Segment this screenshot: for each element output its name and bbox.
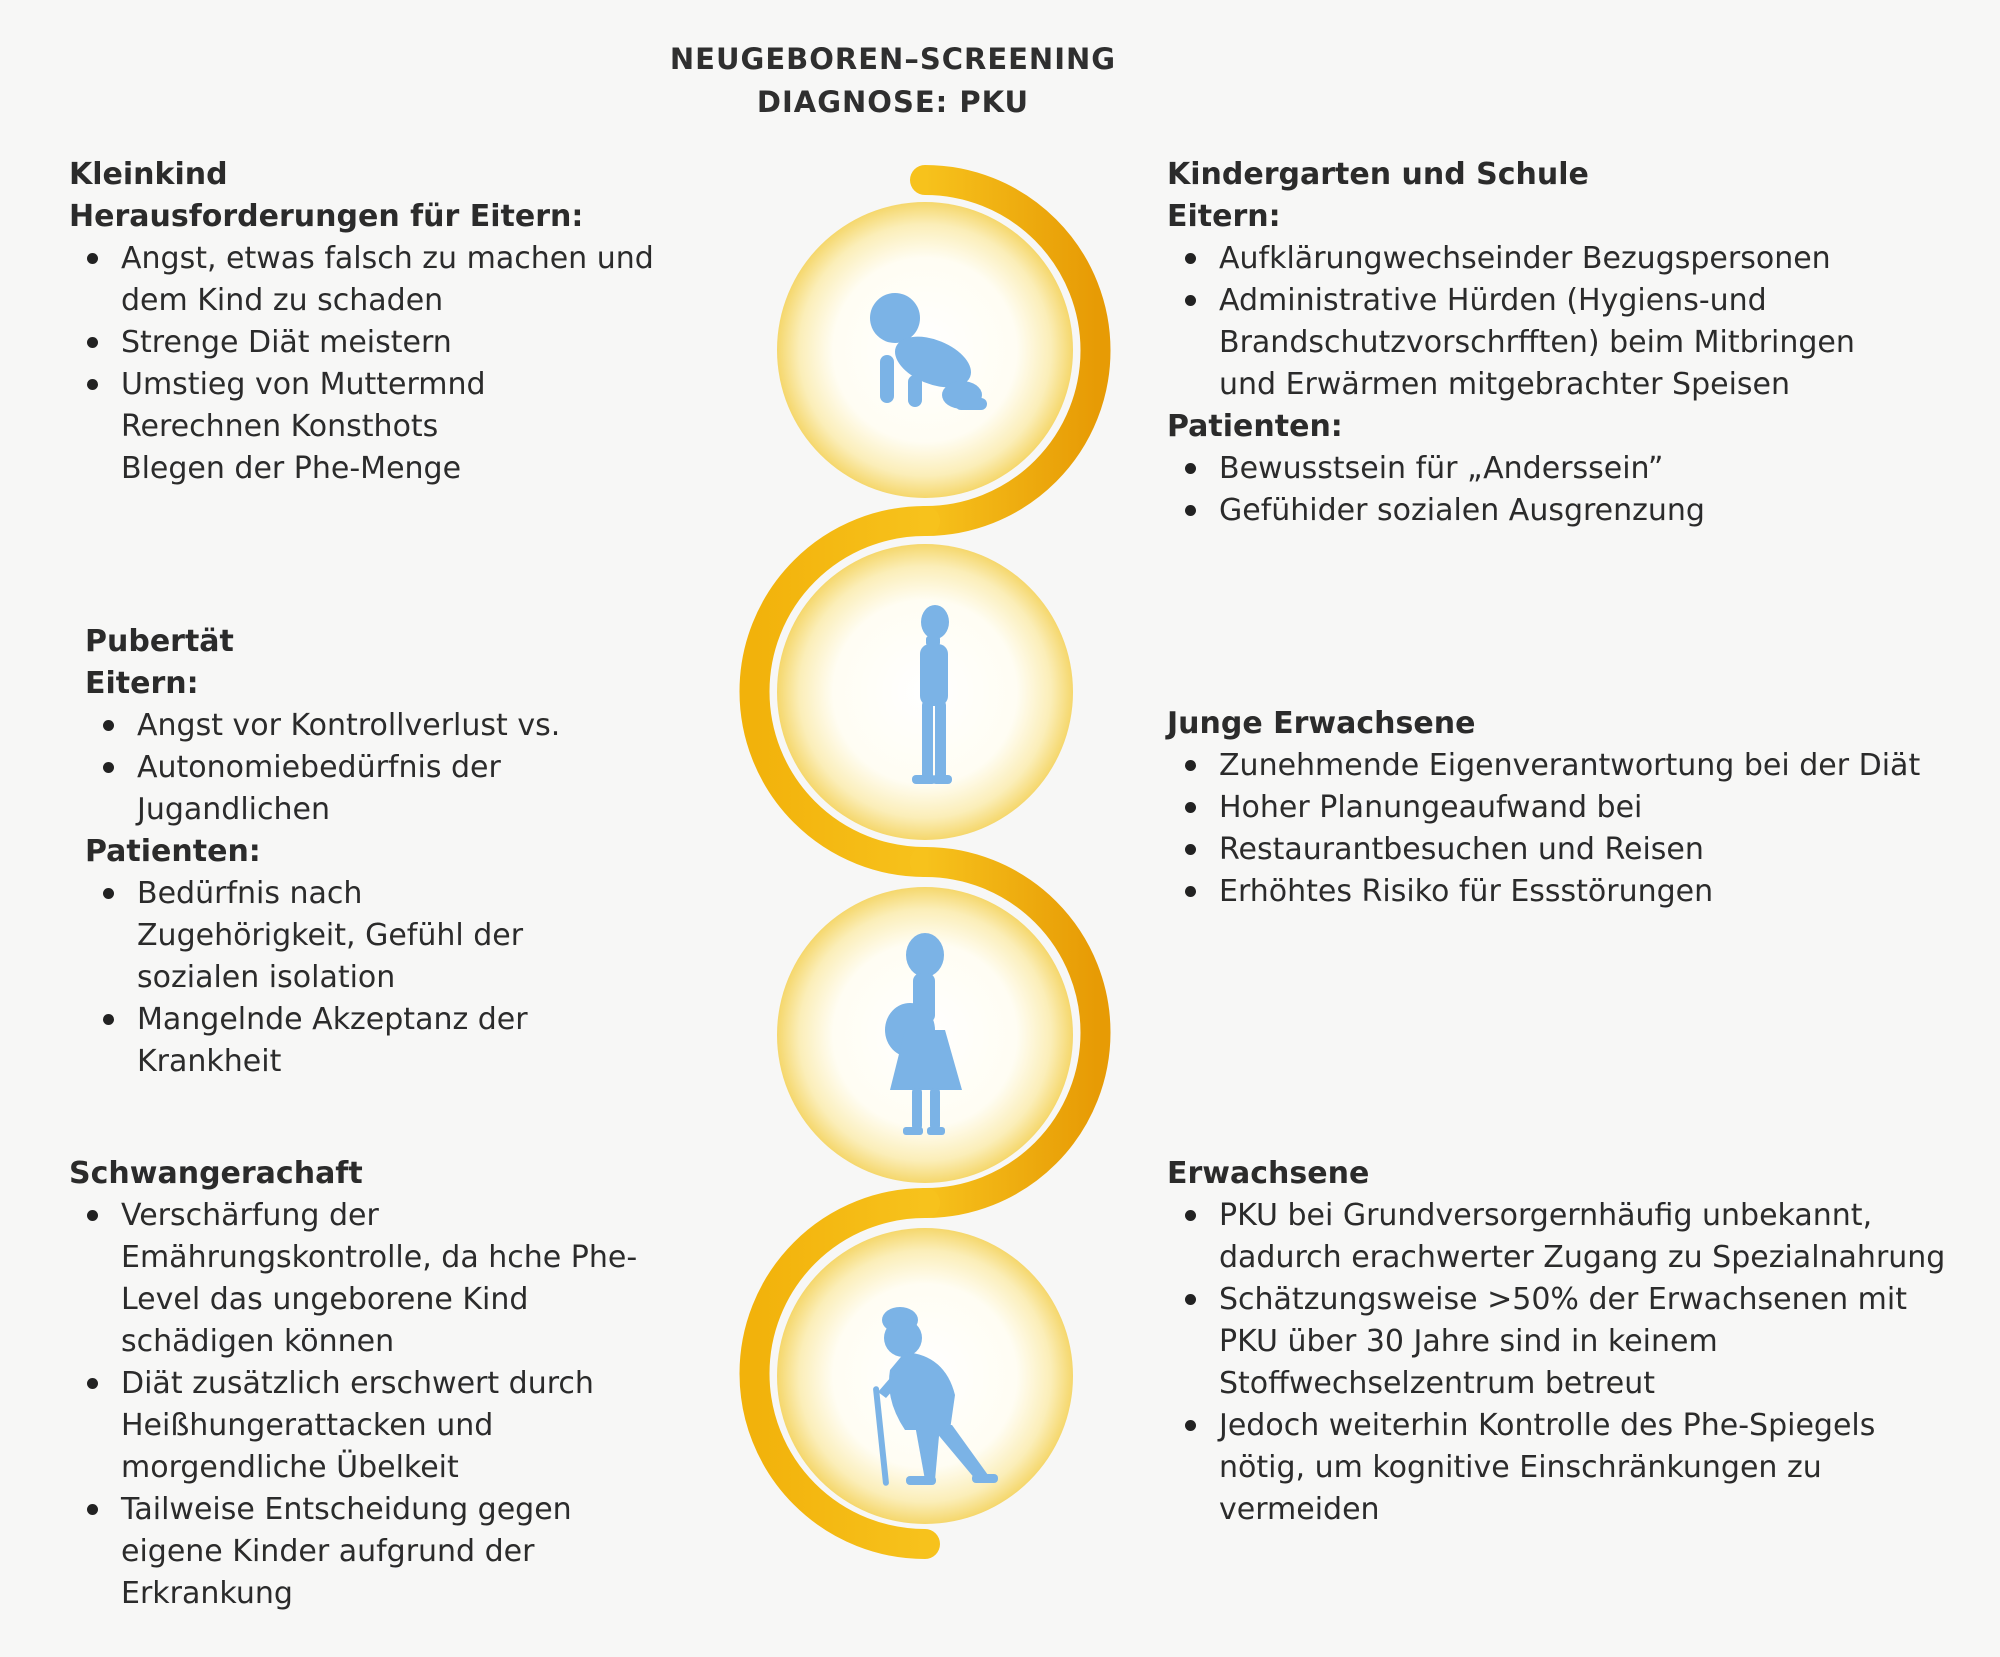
list-item: PKU bei Grundversorgernhäufig unbekannt, dadurch erachwerter Zugang zu Spezialnahrung [1219,1195,1959,1279]
list-item: Bedürfnis nach Zugehörigkeit, Gefühl der sozialen isolation [137,873,557,999]
stage-subheading: Herausforderungen für Eitern: [69,199,584,234]
bullet-list [85,705,625,831]
stage-heading: Erwachsene [1167,1156,1370,1191]
bullet-list [69,1195,689,1615]
bullet-list [69,238,709,490]
stage-heading: Pubertät [85,624,234,659]
stage-kindergarten-schule [1167,154,1967,532]
list-item: Hoher Planungeaufwand bei [1219,787,1977,829]
list-item: Schätzungsweise >50% der Erwachsenen mit PKU über 30 Jahre sind in keinem Stoffwechselzentrum betreut [1219,1279,1959,1405]
stage-heading: Schwangerachaft [69,1156,363,1191]
list-item: Angst, etwas falsch zu machen und dem Kind zu schaden [121,238,709,322]
list-item: Autonomiebedürfnis der Jugandlichen [137,747,557,831]
stage-junge-erwachsene [1167,703,1977,913]
list-item: Bewusstsein für „Anderssein” [1219,448,1967,490]
list-item: Gefühider sozialen Ausgrenzung [1219,490,1967,532]
stage-subheading: Patienten: [1167,409,1343,444]
list-item: Umstieg von Muttermnd Rerechnen Konsthots Blegen der Phe-Menge [121,364,526,490]
stage-subheading: Patienten: [85,834,261,869]
list-item: Zunehmende Eigenverantwortung bei der Diät [1219,745,1977,787]
list-item: Mangelnde Akzeptanz der Krankheit [137,999,557,1083]
stage-subheading: Eitern: [1167,199,1281,234]
title-line-2: DIAGNOSE: PKU [756,85,1030,119]
list-item: Diät zusätzlich erschwert durch Heißhungerattacken und morgendliche Übelkeit [121,1363,641,1489]
list-item: Administrative Hürden (Hygiens-und Brandschutzvorschrfften) beim Mitbringen und Erwärmen mitgebrachter Speisen [1219,280,1919,406]
stage-pubertaet [85,621,625,1083]
title-line-1: NEUGEBOREN–SCREENING [669,42,1117,76]
stage-heading: Kleinkind [69,157,228,192]
bullet-list [1167,1195,1967,1531]
stage-heading: Kindergarten und Schule [1167,157,1589,192]
list-item: Tailweise Entscheidung gegen eigene Kinder aufgrund der Erkrankung [121,1489,641,1615]
bullet-list [1167,238,1967,406]
list-item: Aufklärungwechseinder Bezugspersonen [1219,238,1967,280]
list-item: Angst vor Kontrollverlust vs. [137,705,625,747]
list-item: Erhöhtes Risiko für Essstörungen [1219,871,1977,913]
bullet-list [85,873,625,1083]
stage-heading: Junge Erwachsene [1167,706,1476,741]
list-item: Restaurantbesuchen und Reisen [1219,829,1977,871]
list-item: Verschärfung der Emährungskontrolle, da hche Phe-Level das ungeborene Kind schädigen können [121,1195,686,1363]
stage-kleinkind [69,154,709,490]
list-item: Strenge Diät meistern [121,322,709,364]
stage-subheading: Eitern: [85,666,199,701]
stage-erwachsene [1167,1153,1967,1531]
bullet-list [1167,745,1977,913]
stage-schwangerschaft [69,1153,689,1615]
list-item: Jedoch weiterhin Kontrolle des Phe-Spiegels nötig, um kognitive Einschränkungen zu vermeiden [1219,1405,1959,1531]
bullet-list [1167,448,1967,532]
